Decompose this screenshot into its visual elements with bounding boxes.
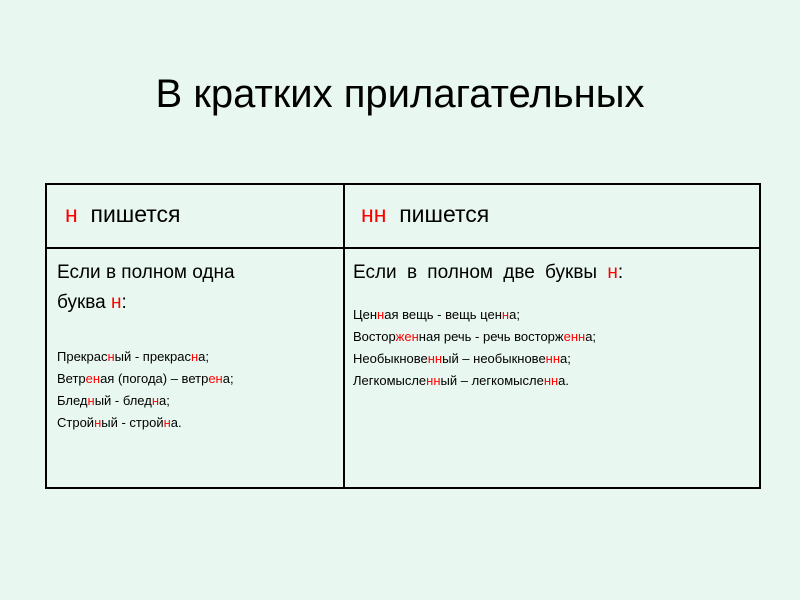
example-line bbox=[57, 346, 335, 368]
example-text: а; bbox=[585, 329, 597, 344]
example-text: Необыкнове bbox=[353, 351, 428, 366]
example-line bbox=[353, 326, 751, 348]
rule-line-2: буква bbox=[57, 292, 112, 313]
highlighted-letters: ен bbox=[85, 371, 101, 386]
table-header-row bbox=[46, 184, 760, 248]
example-text: ый - прекрас bbox=[114, 349, 191, 364]
highlighted-letters: н bbox=[94, 415, 102, 430]
rule-line: Если в полном две буквы bbox=[353, 262, 608, 283]
header-text-nn: пишется bbox=[399, 201, 490, 227]
example-text: ая вещь - вещь цен bbox=[384, 307, 502, 322]
example-text: Строй bbox=[57, 415, 95, 430]
example-text: Ветр bbox=[57, 371, 86, 386]
example-text: а; bbox=[222, 371, 234, 386]
highlighted-letters: нн bbox=[545, 351, 561, 366]
rule-colon: : bbox=[121, 292, 127, 313]
header-letter-n: н bbox=[65, 201, 78, 227]
example-text: Цен bbox=[353, 307, 378, 322]
body-cell-n bbox=[46, 248, 344, 488]
example-text: а. bbox=[558, 373, 570, 388]
example-text: ый - блед bbox=[94, 393, 152, 408]
highlighted-letters: жен bbox=[395, 329, 419, 344]
example-text: а; bbox=[509, 307, 520, 322]
example-line bbox=[57, 368, 335, 390]
highlighted-letters: н bbox=[151, 393, 160, 408]
highlighted-letters: нн bbox=[426, 373, 441, 388]
example-text: ый - строй bbox=[101, 415, 164, 430]
example-line bbox=[57, 390, 335, 412]
highlighted-letters: н bbox=[107, 349, 115, 364]
example-text: ая (погода) – ветр bbox=[100, 371, 209, 386]
highlighted-letters: нн bbox=[427, 351, 443, 366]
highlighted-letters: н bbox=[377, 307, 385, 322]
example-text: Прекрас bbox=[57, 349, 108, 364]
table-body-row bbox=[46, 248, 760, 488]
header-letter-nn: нн bbox=[361, 201, 387, 227]
example-text: ый – легкомысле bbox=[440, 373, 544, 388]
header-cell-n bbox=[46, 184, 344, 248]
rule-text-n bbox=[57, 258, 335, 318]
rule-colon: : bbox=[617, 262, 624, 283]
highlighted-letters: н bbox=[501, 307, 510, 322]
example-text: а. bbox=[170, 415, 182, 430]
header-text-n: пишется bbox=[90, 201, 181, 227]
example-text: Легкомысле bbox=[353, 373, 427, 388]
rule-letter-nn: н bbox=[607, 262, 618, 283]
highlighted-letters: н bbox=[163, 415, 171, 430]
examples-list-n bbox=[57, 346, 335, 434]
slide-title: В кратких прилагательных bbox=[155, 72, 645, 116]
example-text: Востор bbox=[353, 329, 396, 344]
example-text: а; bbox=[159, 393, 170, 408]
example-line bbox=[57, 412, 335, 434]
highlighted-letters: н bbox=[190, 349, 199, 364]
example-text: а; bbox=[560, 351, 571, 366]
example-text: ый – необыкнове bbox=[442, 351, 546, 366]
example-line bbox=[353, 370, 751, 392]
example-text: Блед bbox=[57, 393, 88, 408]
example-line bbox=[353, 348, 751, 370]
highlighted-letters: ен bbox=[208, 371, 223, 386]
rule-line-1: Если в полном одна bbox=[57, 262, 235, 283]
body-cell-nn bbox=[344, 248, 760, 488]
example-line bbox=[353, 304, 751, 326]
examples-list-nn bbox=[353, 304, 751, 392]
rule-text-nn bbox=[353, 258, 751, 288]
highlighted-letters: енн bbox=[563, 329, 586, 344]
example-text: а; bbox=[198, 349, 209, 364]
rule-letter-n: н bbox=[111, 292, 122, 313]
header-cell-nn bbox=[344, 184, 760, 248]
rules-table bbox=[45, 183, 761, 489]
highlighted-letters: нн bbox=[543, 373, 559, 388]
highlighted-letters: н bbox=[87, 393, 95, 408]
example-text: ная речь - речь восторж bbox=[418, 329, 564, 344]
